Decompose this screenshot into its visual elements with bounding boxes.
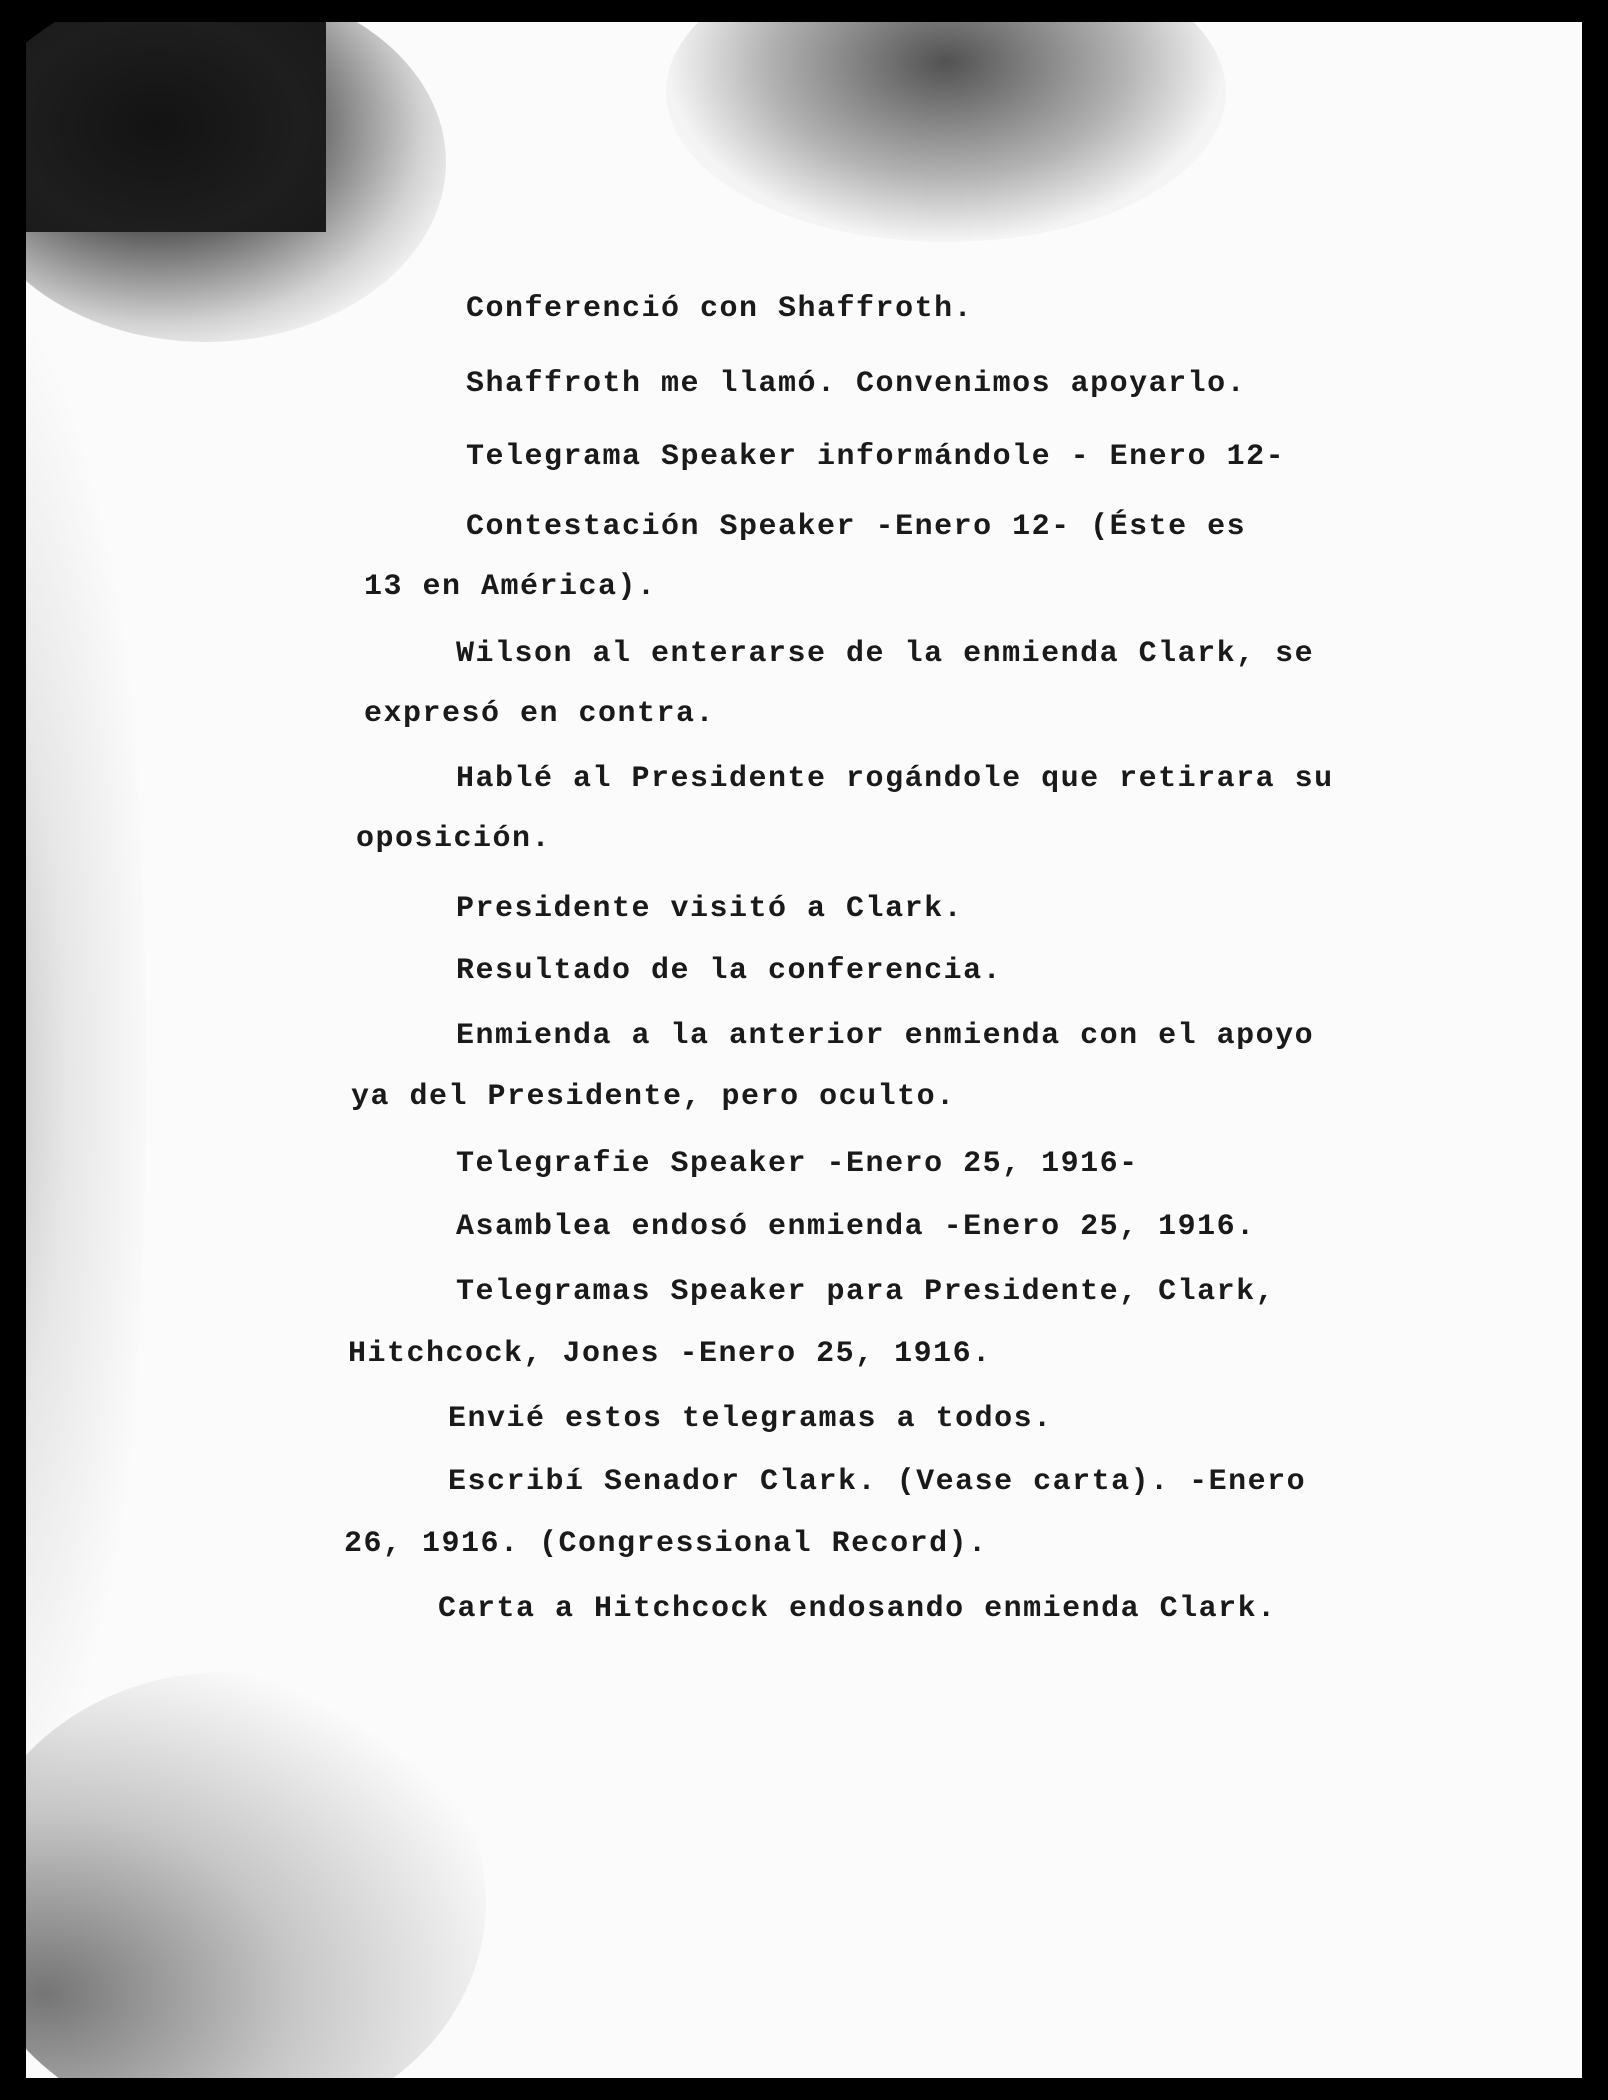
document-page bbox=[26, 22, 1582, 2078]
typed-text bbox=[26, 22, 1582, 2078]
text-line: Resultado de la conferencia. bbox=[456, 954, 1003, 988]
text-line: Telegrafie Speaker -Enero 25, 1916- bbox=[456, 1147, 1139, 1181]
text-line: Telegramas Speaker para Presidente, Clark, bbox=[456, 1275, 1276, 1309]
text-line: Enmienda a la anterior enmienda con el apoyo bbox=[456, 1019, 1315, 1053]
text-line: Wilson al enterarse de la enmienda Clark, se bbox=[456, 637, 1315, 671]
text-line: ya del Presidente, pero oculto. bbox=[351, 1080, 956, 1114]
text-line: Envié estos telegramas a todos. bbox=[448, 1402, 1053, 1436]
text-line: Hitchcock, Jones -Enero 25, 1916. bbox=[348, 1337, 992, 1371]
text-line: Contestación Speaker -Enero 12- (Éste es bbox=[466, 510, 1247, 544]
text-line: Carta a Hitchcock endosando enmienda Clark. bbox=[438, 1592, 1277, 1626]
text-line: Escribí Senador Clark. (Vease carta). -Enero bbox=[448, 1465, 1307, 1499]
text-line: expresó en contra. bbox=[364, 697, 716, 731]
text-line: oposición. bbox=[356, 822, 552, 856]
text-line: Presidente visitó a Clark. bbox=[456, 892, 964, 926]
text-line: Hablé al Presidente rogándole que retirara su bbox=[456, 762, 1334, 796]
text-line: Telegrama Speaker informándole - Enero 12- bbox=[466, 440, 1286, 474]
text-line: 26, 1916. (Congressional Record). bbox=[344, 1527, 988, 1561]
text-line: Shaffroth me llamó. Convenimos apoyarlo. bbox=[466, 367, 1247, 401]
text-line: Asamblea endosó enmienda -Enero 25, 1916. bbox=[456, 1210, 1256, 1244]
text-line: 13 en América). bbox=[364, 570, 657, 604]
text-line: Conferenció con Shaffroth. bbox=[466, 292, 974, 326]
